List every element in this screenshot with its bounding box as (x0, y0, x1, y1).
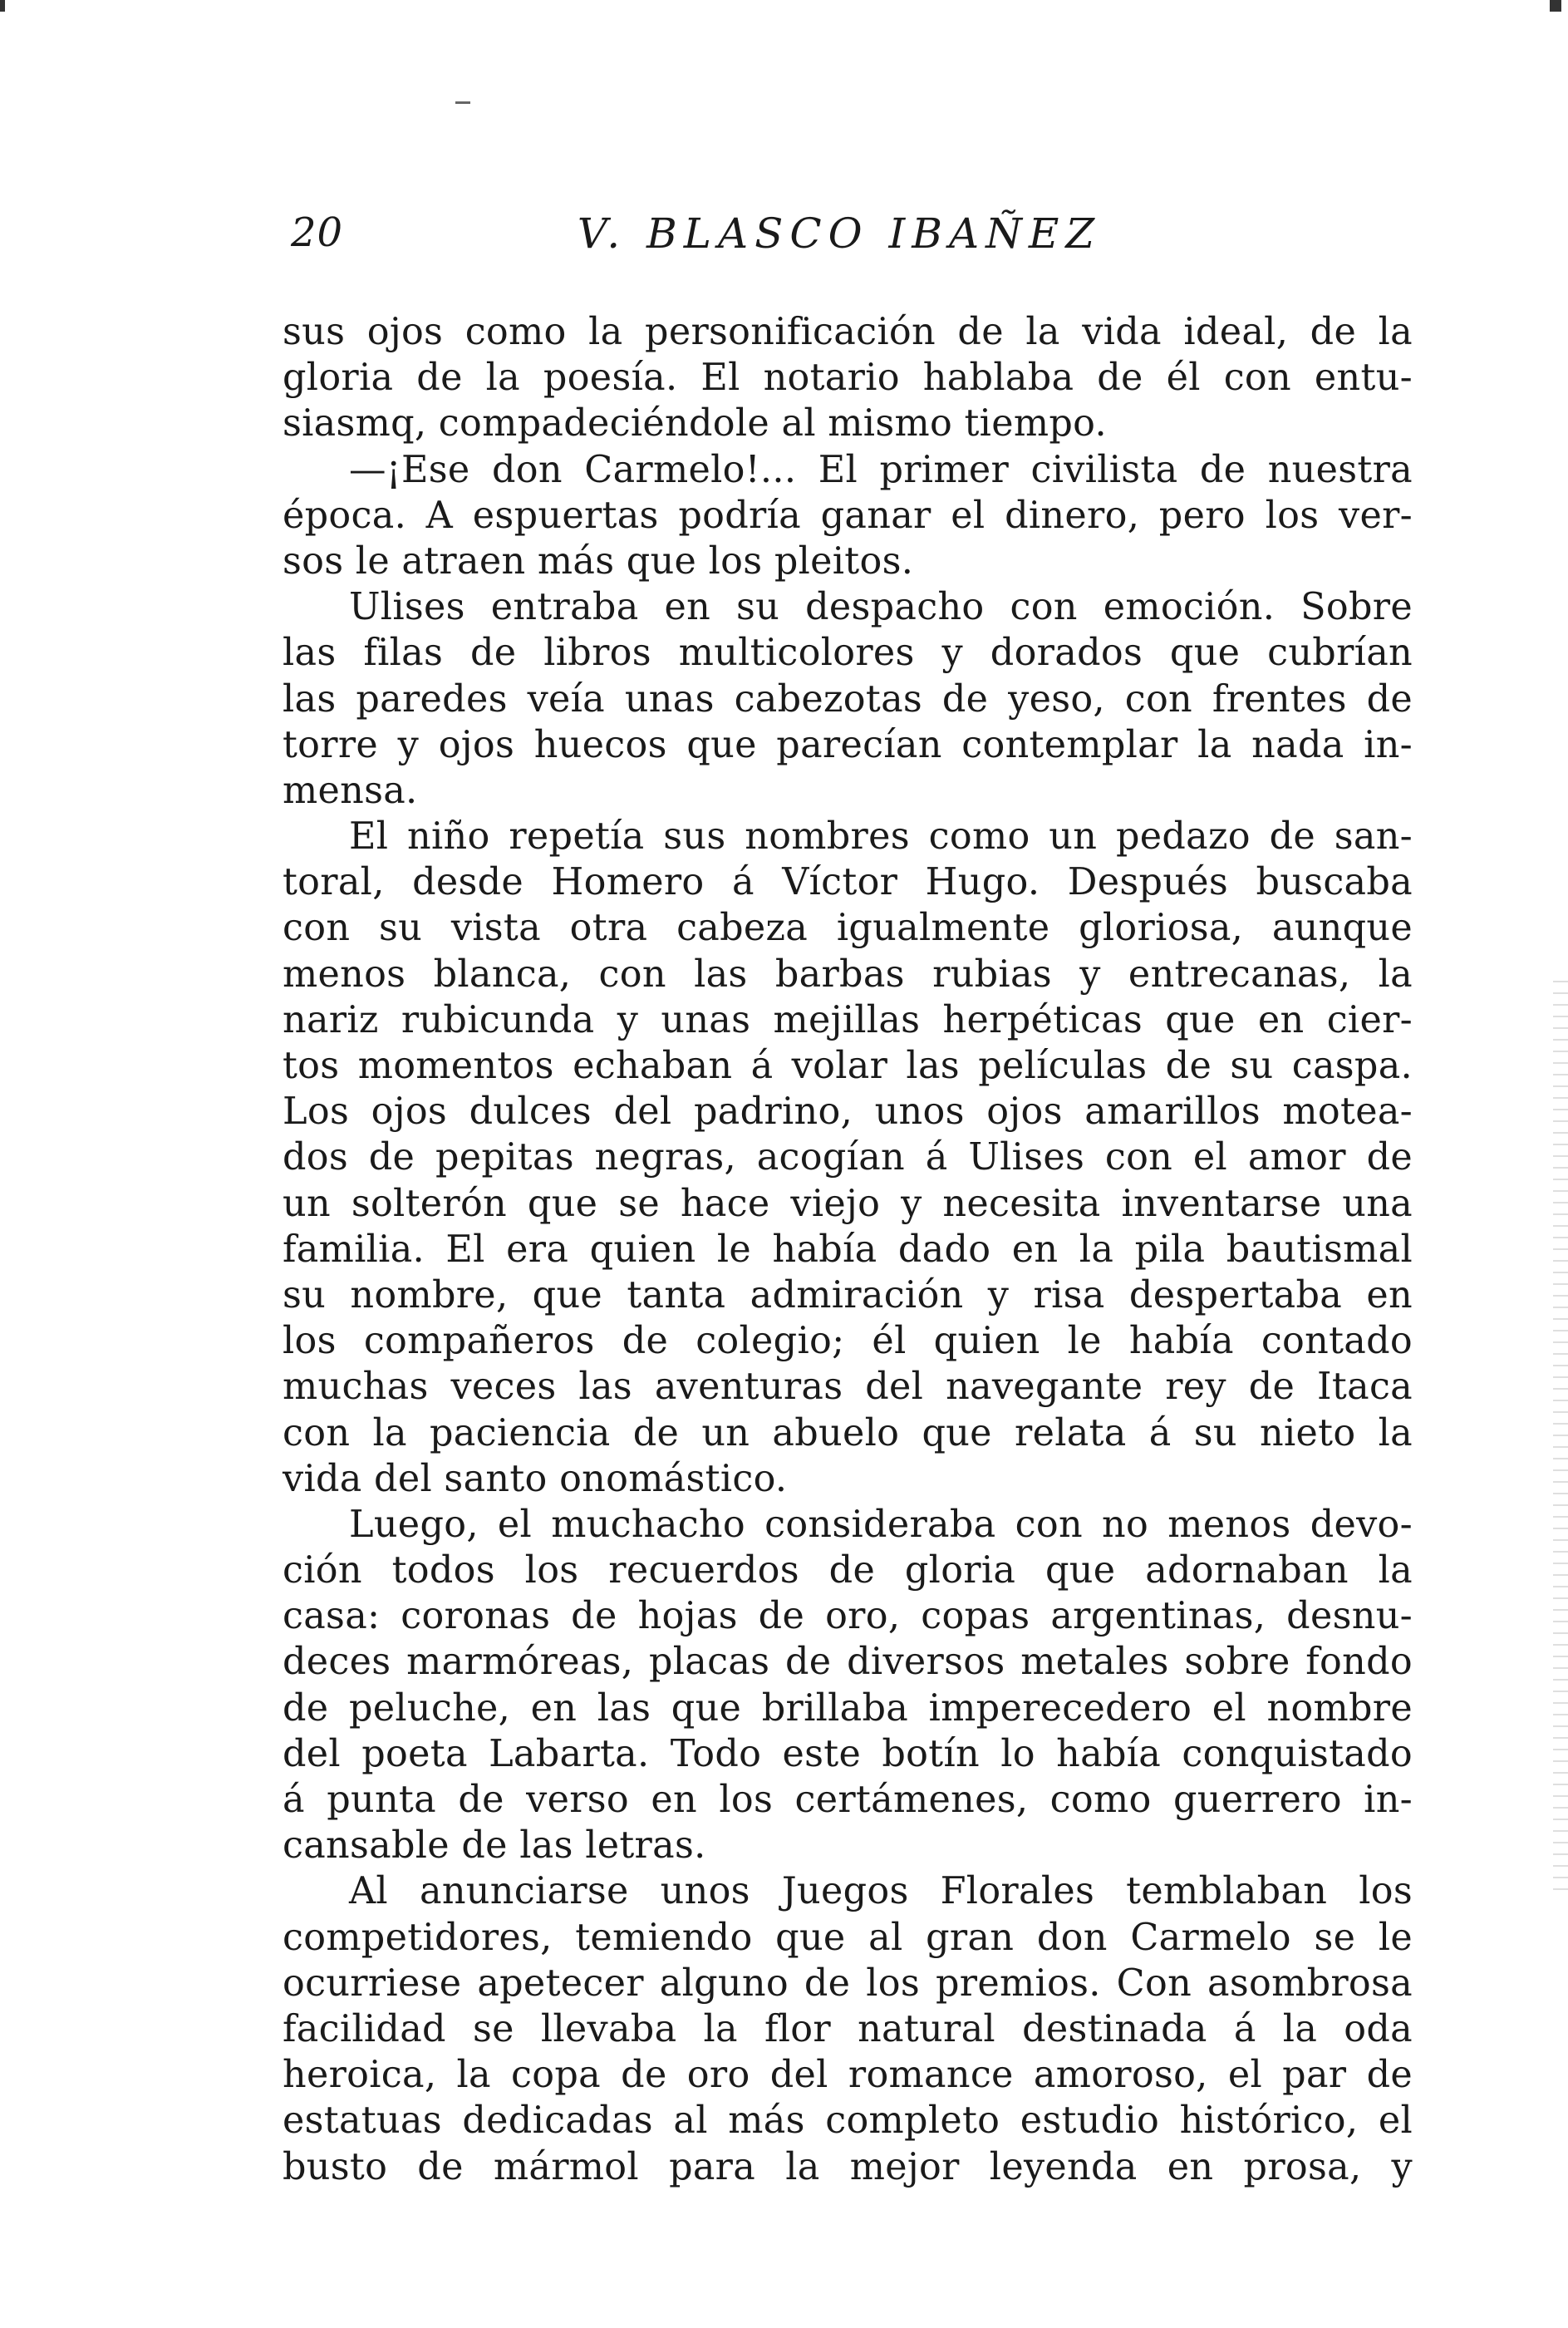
scan-mark-top-right (1550, 0, 1561, 12)
text-line: menos blanca, con las barbas rubias y entrecanas, la (283, 952, 1413, 996)
text-line: con su vista otra cabeza igualmente gloriosa, aunque (283, 907, 1413, 950)
text-line: mensa. (283, 769, 418, 812)
text-line: á punta de verso en los certámenes, como guerrero in- (283, 1779, 1413, 1821)
text-line: busto de mármol para la mejor leyenda en prosa, y (283, 2145, 1413, 2188)
running-head: V. BLASCO IBAÑEZ (577, 209, 1102, 258)
body-text (283, 309, 1413, 2190)
text-line: deces marmóreas, placas de diversos metales sobre fondo (283, 1641, 1413, 1684)
text-line: con la paciencia de un abuelo que relata á su nieto la (283, 1411, 1413, 1454)
text-line: familia. El era quien le había dado en la pila bautismal (283, 1228, 1413, 1271)
text-line: Luego, el muchacho consideraba con no menos devo- (349, 1503, 1413, 1546)
text-line: torre y ojos huecos que parecían contemplar la nada in- (283, 723, 1413, 766)
text-line: —¡Ese don Carmelo!... El primer civilista de nuestra (349, 448, 1413, 491)
text-line: El niño repetía sus nombres como un pedazo de san- (349, 815, 1413, 859)
text-line: toral, desde Homero á Víctor Hugo. Después buscaba (283, 861, 1413, 904)
page-header (283, 209, 1413, 276)
text-line: gloria de la poesía. El notario hablaba de él con entu- (283, 357, 1413, 400)
text-line: las filas de libros multicolores y dorados que cubrían (283, 632, 1413, 675)
text-line: facilidad se llevaba la flor natural destinada á la oda (283, 2007, 1413, 2050)
text-line: las paredes veía unas cabezotas de yeso, con frentes de (283, 677, 1413, 721)
text-line: muchas veces las aventuras del navegante rey de Itaca (283, 1366, 1413, 1409)
text-line: Al anunciarse unos Juegos Florales temblaban los (349, 1870, 1413, 1913)
text-line: los compañeros de colegio; él quien le había contado (283, 1320, 1413, 1363)
text-line: Ulises entraba en su despacho con emoción. Sobre (349, 586, 1413, 629)
text-line: siasmq, compadeciéndole al mismo tiempo. (283, 402, 1107, 445)
text-line: ción todos los recuerdos de gloria que adornaban la (283, 1549, 1413, 1592)
text-line: vida del santo onomástico. (283, 1457, 788, 1500)
page-number: 20 (291, 209, 344, 256)
text-line: casa: coronas de hojas de oro, copas argentinas, desnu- (283, 1595, 1413, 1638)
text-line: época. A espuertas podría ganar el dinero, pero los ver- (283, 494, 1413, 537)
page-edge-shadow (1553, 981, 1568, 1895)
text-line: sos le atraen más que los pleitos. (283, 539, 914, 583)
text-line: dos de pepitas negras, acogían á Ulises con el amor de (283, 1136, 1413, 1179)
text-line: cansable de las letras. (283, 1824, 706, 1868)
text-line: su nombre, que tanta admiración y risa despertaba en (283, 1273, 1413, 1317)
scan-mark-top-left (0, 0, 5, 12)
text-line: del poeta Labarta. Todo este botín lo había conquistado (283, 1732, 1413, 1775)
text-line: de peluche, en las que brillaba imperecedero el nombre (283, 1686, 1413, 1730)
text-line: competidores, temiendo que al gran don Carmelo se le (283, 1916, 1413, 1959)
text-line: Los ojos dulces del padrino, unos ojos amarillos motea- (283, 1090, 1413, 1134)
scan-speck (455, 101, 470, 104)
text-line: estatuas dedicadas al más completo estudio histórico, el (283, 2099, 1413, 2143)
text-line: nariz rubicunda y unas mejillas herpéticas que en cier- (283, 998, 1413, 1041)
text-line: un solterón que se hace viejo y necesita inventarse una (283, 1182, 1413, 1225)
text-line: tos momentos echaban á volar las películas de su caspa. (283, 1045, 1413, 1087)
text-line: ocurriese apetecer alguno de los premios. Con asombrosa (283, 1961, 1413, 2005)
text-line: heroica, la copa de oro del romance amoroso, el par de (283, 2054, 1413, 2097)
text-line: sus ojos como la personificación de la vida ideal, de la (283, 311, 1413, 353)
